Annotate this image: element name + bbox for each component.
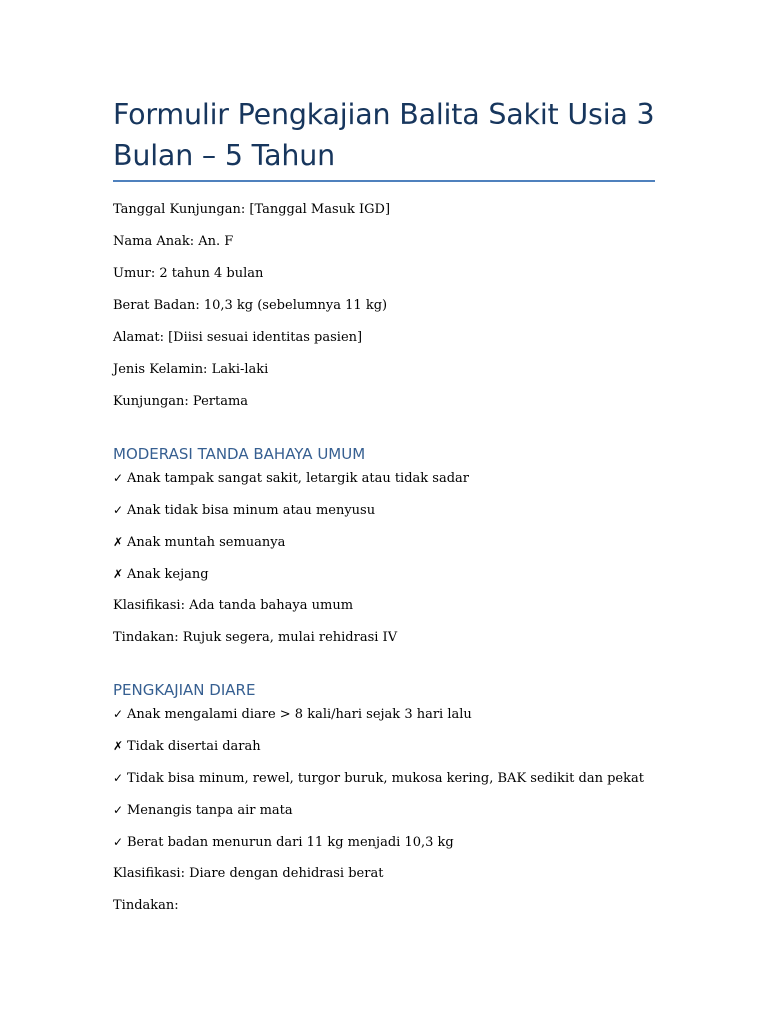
field-nama-anak: Nama Anak: An. F <box>113 234 234 249</box>
checklist-item <box>113 565 209 584</box>
checklist-item <box>113 737 261 756</box>
checklist-item-text: Anak mengalami diare > 8 kali/hari sejak 3 hari lalu <box>127 707 472 722</box>
check-icon: ✓ <box>113 503 124 517</box>
klasifikasi-diare: Klasifikasi: Diare dengan dehidrasi berat <box>113 866 384 881</box>
checklist-item-text: Menangis tanpa air mata <box>127 803 293 818</box>
checklist-item-text: Anak kejang <box>127 567 209 582</box>
field-tanggal-kunjungan: Tanggal Kunjungan: [Tanggal Masuk IGD] <box>113 202 391 217</box>
checklist-item-text: Tidak disertai darah <box>127 739 261 754</box>
tindakan-diare: Tindakan: <box>113 898 179 913</box>
checklist-item <box>113 469 469 488</box>
check-icon: ✓ <box>113 471 124 485</box>
checklist-item-text: Anak tampak sangat sakit, letargik atau tidak sadar <box>127 471 470 486</box>
title-divider <box>113 180 655 182</box>
checklist-item <box>113 769 644 788</box>
field-berat-badan: Berat Badan: 10,3 kg (sebelumnya 11 kg) <box>113 298 388 313</box>
field-alamat: Alamat: [Diisi sesuai identitas pasien] <box>113 330 363 345</box>
check-icon: ✓ <box>113 771 124 785</box>
field-kunjungan: Kunjungan: Pertama <box>113 394 249 409</box>
tindakan-tanda-bahaya: Tindakan: Rujuk segera, mulai rehidrasi IV <box>113 630 398 645</box>
cross-icon: ✗ <box>113 567 124 581</box>
checklist-item-text: Anak muntah semuanya <box>127 535 286 550</box>
klasifikasi-tanda-bahaya: Klasifikasi: Ada tanda bahaya umum <box>113 598 354 613</box>
section-heading-tanda-bahaya: MODERASI TANDA BAHAYA UMUM <box>113 445 366 463</box>
section-heading-diare: PENGKAJIAN DIARE <box>113 681 256 699</box>
check-icon: ✓ <box>113 835 124 849</box>
checklist-item-text: Anak tidak bisa minum atau menyusu <box>127 503 376 518</box>
check-icon: ✓ <box>113 707 124 721</box>
checklist-item <box>113 501 375 520</box>
checklist-item <box>113 705 472 724</box>
checklist-item <box>113 833 454 852</box>
cross-icon: ✗ <box>113 535 124 549</box>
checklist-item-text: Berat badan menurun dari 11 kg menjadi 10,3 kg <box>127 835 454 850</box>
checklist-item <box>113 801 293 820</box>
check-icon: ✓ <box>113 803 124 817</box>
cross-icon: ✗ <box>113 739 124 753</box>
field-umur: Umur: 2 tahun 4 bulan <box>113 266 264 281</box>
page-title: Formulir Pengkajian Balita Sakit Usia 3 Bulan – 5 Tahun <box>113 98 655 172</box>
checklist-item <box>113 533 285 552</box>
checklist-item-text: Tidak bisa minum, rewel, turgor buruk, mukosa kering, BAK sedikit dan pekat <box>127 771 644 786</box>
field-jenis-kelamin: Jenis Kelamin: Laki-laki <box>113 362 269 377</box>
